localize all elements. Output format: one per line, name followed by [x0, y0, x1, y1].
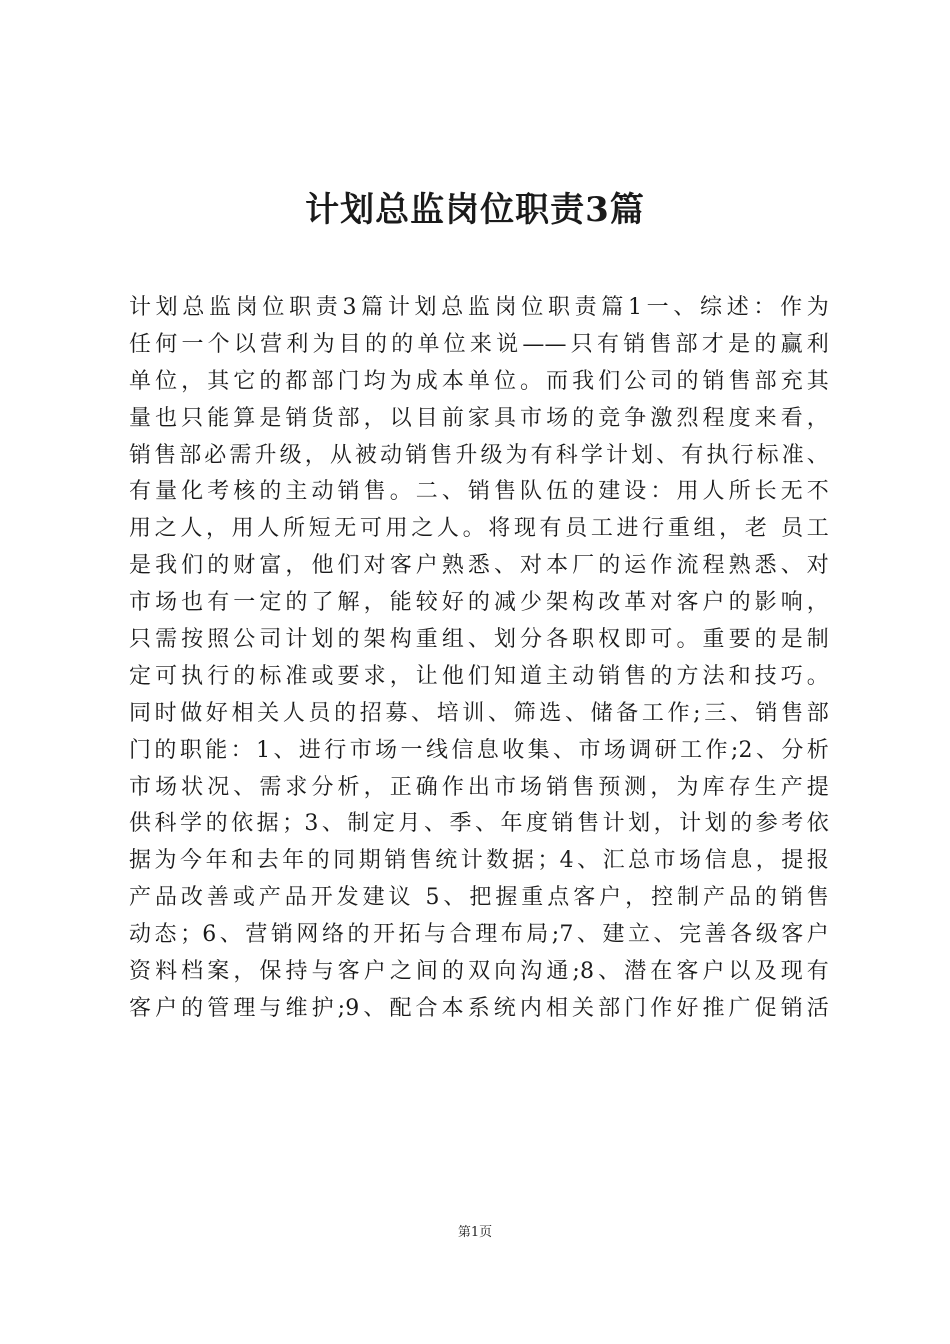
body-line: 任何一个以营利为目的的单位来说——只有销售部才是的赢利	[129, 331, 829, 357]
body-line: 市场状况、需求分析，正确作出市场销售预测，为库存生产提	[129, 774, 829, 800]
body-line: 同时做好相关人员的招募、培训、筛选、储备工作;三、销售部	[129, 700, 829, 726]
body-line: 计划总监岗位职责3篇计划总监岗位职责篇1一、综述：作为	[129, 295, 829, 320]
document-title: 计划总监岗位职责3篇	[305, 190, 645, 230]
body-line: 是我们的财富，他们对客户熟悉、对本厂的运作流程熟悉、对	[129, 553, 829, 579]
body-line: 门的职能：1、进行市场一线信息收集、市场调研工作;2、分析	[129, 737, 829, 763]
document-body	[129, 290, 829, 1028]
body-line: 只需按照公司计划的架构重组、划分各职权即可。重要的是制	[129, 627, 829, 653]
body-line: 定可执行的标准或要求，让他们知道主动销售的方法和技巧。	[129, 663, 829, 689]
body-line: 销售部必需升级，从被动销售升级为有科学计划、有执行标准、	[129, 442, 829, 468]
body-line: 量也只能算是销货部，以目前家具市场的竞争激烈程度来看，	[129, 405, 829, 431]
body-line: 动态；6、营销网络的开拓与合理布局;7、建立、完善各级客户	[129, 922, 829, 948]
body-line: 供科学的依据；3、制定月、季、年度销售计划，计划的参考依	[129, 811, 829, 837]
body-line: 据为今年和去年的同期销售统计数据；4、汇总市场信息，提报	[129, 848, 829, 874]
body-line: 资料档案，保持与客户之间的双向沟通;8、潜在客户以及现有	[129, 959, 829, 985]
body-line: 有量化考核的主动销售。二、销售队伍的建设：用人所长无不	[129, 479, 829, 505]
body-line: 产品改善或产品开发建议 5、把握重点客户，控制产品的销售	[129, 885, 829, 911]
body-line: 单位，其它的都部门均为成本单位。而我们公司的销售部充其	[129, 368, 829, 394]
body-line: 用之人，用人所短无可用之人。将现有员工进行重组，老 员工	[129, 516, 829, 542]
body-line: 客户的管理与维护;9、配合本系统内相关部门作好推广促销活	[129, 995, 829, 1021]
page-number: 第1页	[457, 1225, 493, 1240]
body-line: 市场也有一定的了解，能较好的减少架构改革对客户的影响，	[129, 590, 829, 616]
